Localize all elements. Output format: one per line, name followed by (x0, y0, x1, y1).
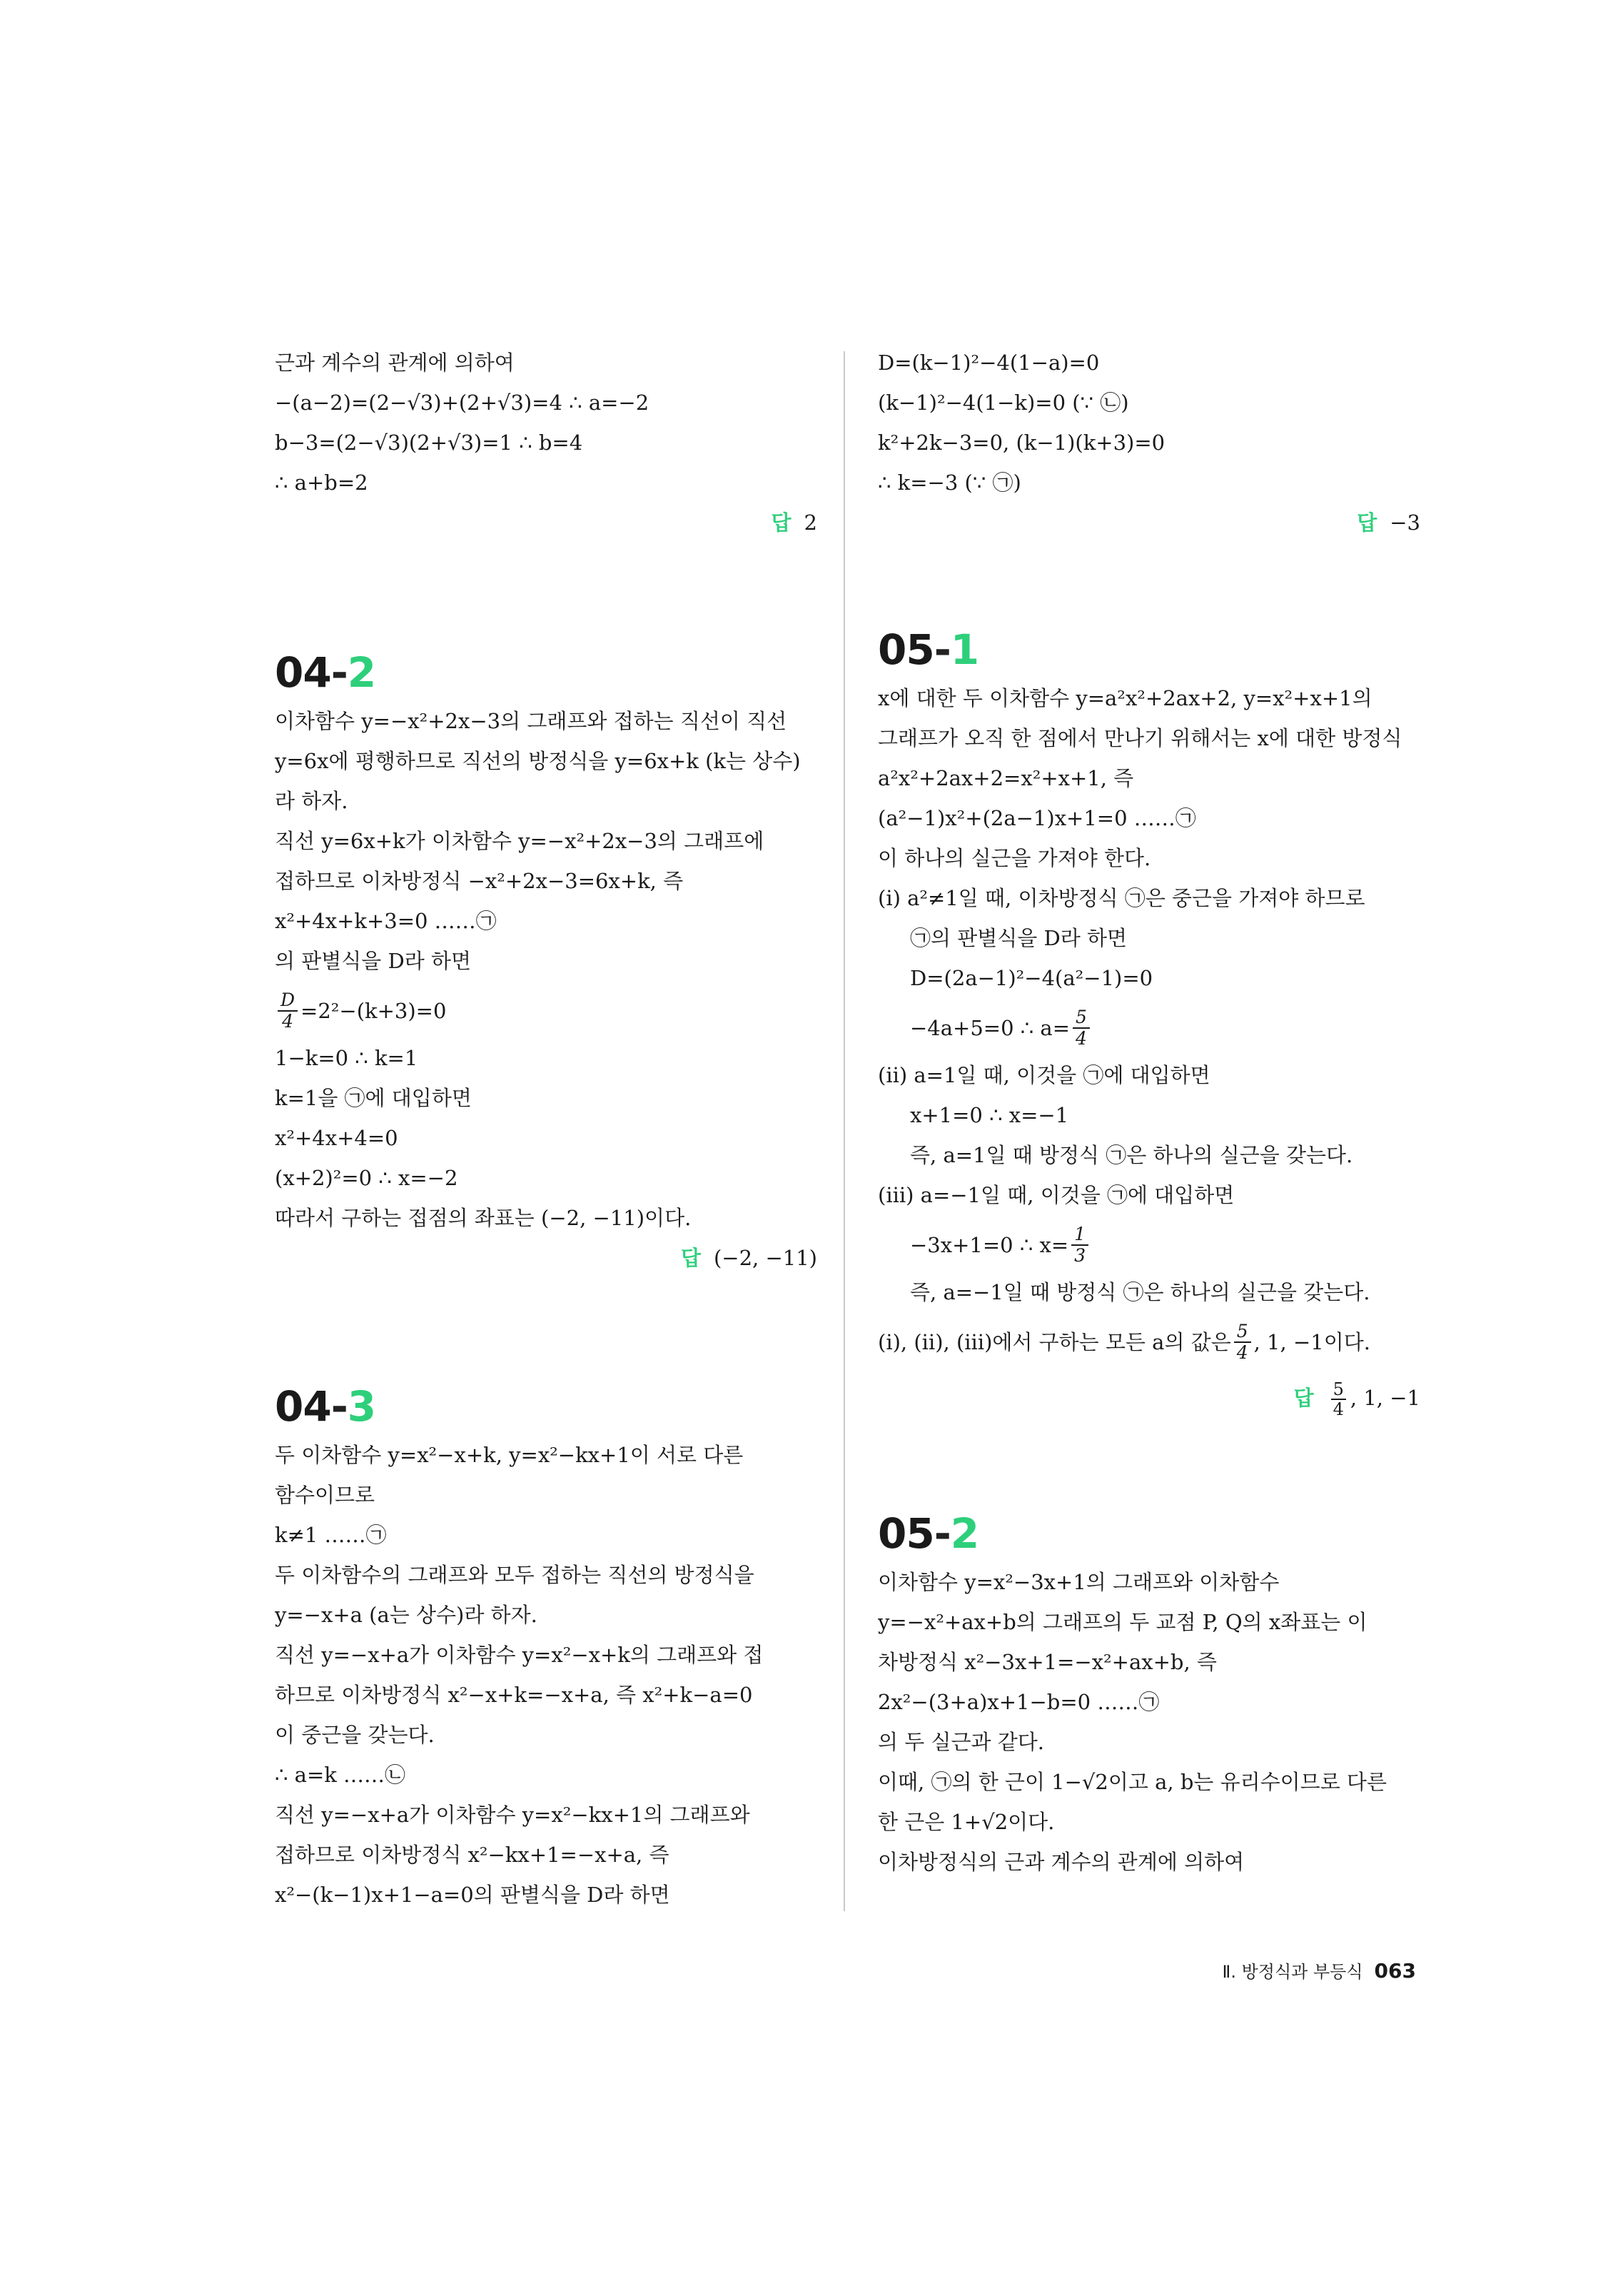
fraction-numerator: 1 (1071, 1224, 1088, 1246)
fraction-denominator: 4 (1076, 1028, 1087, 1049)
text-line: 2x²−(3+a)x+1−b=0 ……㉠ (878, 1690, 1160, 1714)
fraction (1071, 1224, 1088, 1266)
right-column (878, 343, 1420, 1882)
text-line: 즉, a=1일 때 방정식 ㉠은 하나의 실근을 갖는다. (910, 1143, 1353, 1167)
fraction-line (878, 1215, 1420, 1272)
text-line: y=6x에 평행하므로 직선의 방정식을 y=6x+k (k는 상수) (275, 749, 801, 773)
page-number: 063 (1374, 1959, 1416, 1983)
fraction (1331, 1380, 1346, 1419)
text-line: −(a−2)=(2−√3)+(2+√3)=4 ∴ a=−2 (275, 391, 649, 415)
text-line: 함수이므로 (275, 1483, 375, 1507)
section-dash: - (934, 1509, 951, 1558)
answer-value: 2 (804, 510, 817, 535)
fraction-denominator: 3 (1074, 1245, 1086, 1266)
intro-block (275, 343, 817, 543)
text-line: 접하므로 이차방정식 −x²+2x−3=6x+k, 즉 (275, 869, 684, 893)
text-line: (a²−1)x²+(2a−1)x+1=0 ……㉠ (878, 806, 1196, 830)
section-04-3 (275, 1378, 817, 1915)
fraction-denominator: 4 (282, 1011, 293, 1032)
answer-label: 답 (1293, 1386, 1314, 1410)
text-line: 직선 y=6x+k가 이차함수 y=−x²+2x−3의 그래프에 (275, 829, 764, 853)
text-line: D=(k−1)²−4(1−a)=0 (878, 351, 1100, 375)
text-line: x+1=0 ∴ x=−1 (910, 1103, 1069, 1127)
text-line: b−3=(2−√3)(2+√3)=1 ∴ b=4 (275, 430, 583, 455)
section-subnumber: 2 (950, 1509, 979, 1558)
section-dash: - (330, 648, 348, 697)
text-line: 두 이차함수의 그래프와 모두 접하는 직선의 방정식을 (275, 1563, 754, 1587)
equation-text: , 1, −1이다. (1253, 1330, 1370, 1354)
text-line: k≠1 ……㉠ (275, 1523, 387, 1547)
answer-line (878, 1369, 1420, 1426)
section-number: 04 (275, 648, 331, 697)
text-line: 근과 계수의 관계에 의하여 (275, 351, 515, 375)
fraction (278, 990, 298, 1032)
text-line: 의 판별식을 D라 하면 (275, 949, 472, 973)
text-line: 즉, a=−1일 때 방정식 ㉠은 하나의 실근을 갖는다. (910, 1280, 1370, 1304)
text-line: 따라서 구하는 접점의 좌표는 (−2, −11)이다. (275, 1206, 692, 1230)
fraction (1073, 1007, 1090, 1049)
answer-value: (−2, −11) (713, 1246, 817, 1270)
text-line: 이때, ㉠의 한 근이 1−√2이고 a, b는 유리수이므로 다른 (878, 1770, 1387, 1794)
text-line: 직선 y=−x+a가 이차함수 y=x²−x+k의 그래프와 접 (275, 1643, 764, 1667)
fraction-numerator: 5 (1073, 1007, 1090, 1029)
equation-text: −3x+1=0 ∴ x= (910, 1233, 1069, 1257)
section-dash: - (934, 625, 951, 674)
text-line: k²+2k−3=0, (k−1)(k+3)=0 (878, 430, 1166, 455)
section-number: 04 (275, 1382, 331, 1431)
chapter-title: Ⅱ. 방정식과 부등식 (1222, 1962, 1363, 1982)
text-line: 그래프가 오직 한 점에서 만나기 위해서는 x에 대한 방정식 (878, 726, 1402, 750)
text-line: 두 이차함수 y=x²−x+k, y=x²−kx+1이 서로 다른 (275, 1443, 744, 1467)
fraction (1234, 1321, 1251, 1363)
section-heading (275, 1378, 817, 1435)
text-line: a²x²+2ax+2=x²+x+1, 즉 (878, 766, 1134, 790)
equation-text: =2²−(k+3)=0 (300, 999, 447, 1023)
section-subnumber: 3 (347, 1382, 376, 1431)
text-line: ㉠의 판별식을 D라 하면 (910, 926, 1128, 950)
answer-label: 답 (771, 510, 792, 535)
answer-line (275, 503, 817, 543)
text-line: x²+4x+4=0 (275, 1126, 398, 1150)
text-line: k=1을 ㉠에 대입하면 (275, 1086, 472, 1110)
fraction-denominator: 4 (1236, 1342, 1248, 1363)
column-divider (844, 351, 845, 1911)
text-line: 이차함수 y=x²−3x+1의 그래프와 이차함수 (878, 1570, 1280, 1594)
section-heading (275, 644, 817, 701)
answer-label: 답 (680, 1246, 701, 1270)
fraction-line (878, 1312, 1420, 1369)
fraction-denominator: 4 (1333, 1399, 1344, 1419)
text-line: (ⅱ) a=1일 때, 이것을 ㉠에 대입하면 (878, 1063, 1210, 1087)
answer-line (275, 1238, 817, 1278)
text-line: 차방정식 x²−3x+1=−x²+ax+b, 즉 (878, 1650, 1217, 1674)
section-heading (878, 1505, 1420, 1562)
text-line: 이차함수 y=−x²+2x−3의 그래프와 접하는 직선이 직선 (275, 709, 787, 733)
section-heading (878, 621, 1420, 678)
section-subnumber: 1 (950, 625, 979, 674)
section-05-1 (878, 621, 1420, 1426)
text-line: y=−x²+ax+b의 그래프의 두 교점 P, Q의 x좌표는 이 (878, 1610, 1367, 1634)
answer-value: , 1, −1 (1350, 1386, 1420, 1410)
text-line: (ⅲ) a=−1일 때, 이것을 ㉠에 대입하면 (878, 1183, 1235, 1207)
section-dash: - (330, 1382, 348, 1431)
text-line: 접하므로 이차방정식 x²−kx+1=−x+a, 즉 (275, 1843, 669, 1867)
text-line: (ⅰ) a²≠1일 때, 이차방정식 ㉠은 중근을 가져야 하므로 (878, 886, 1365, 910)
section-subnumber: 2 (347, 648, 376, 697)
text-line: ∴ a=k ……㉡ (275, 1763, 406, 1787)
text-line: ∴ k=−3 (∵ ㉠) (878, 470, 1021, 495)
text-line: D=(2a−1)²−4(a²−1)=0 (910, 966, 1153, 990)
text-line: (x+2)²=0 ∴ x=−2 (275, 1166, 458, 1190)
text-line: 하므로 이차방정식 x²−x+k=−x+a, 즉 x²+k−a=0 (275, 1683, 753, 1707)
text-line: 이 하나의 실근을 가져야 한다. (878, 846, 1151, 870)
section-number: 05 (878, 1509, 934, 1558)
equation-text: (ⅰ), (ⅱ), (ⅲ)에서 구하는 모든 a의 값은 (878, 1330, 1231, 1354)
section-04-2 (275, 644, 817, 1278)
fraction-line (878, 998, 1420, 1055)
page-footer (1223, 1958, 1416, 1983)
fraction-numerator: 5 (1234, 1321, 1251, 1343)
left-column (275, 343, 817, 1915)
section-number: 05 (878, 625, 934, 674)
text-line: x에 대한 두 이차함수 y=a²x²+2ax+2, y=x²+x+1의 (878, 686, 1372, 710)
intro-block (878, 343, 1420, 543)
section-05-2 (878, 1505, 1420, 1882)
text-line: 한 근은 1+√2이다. (878, 1810, 1055, 1834)
text-line: x²−(k−1)x+1−a=0의 판별식을 D라 하면 (275, 1883, 670, 1907)
text-line: (k−1)²−4(1−k)=0 (∵ ㉡) (878, 391, 1129, 415)
text-line: x²+4x+k+3=0 ……㉠ (275, 909, 497, 933)
answer-value: −3 (1390, 510, 1420, 535)
text-line: 직선 y=−x+a가 이차함수 y=x²−kx+1의 그래프와 (275, 1803, 750, 1827)
fraction-line (275, 981, 817, 1038)
answer-label: 답 (1357, 510, 1377, 535)
text-line: 의 두 실근과 같다. (878, 1730, 1044, 1754)
text-line: 1−k=0 ∴ k=1 (275, 1046, 418, 1070)
text-line: 라 하자. (275, 789, 348, 813)
answer-line (878, 503, 1420, 543)
text-line: y=−x+a (a는 상수)라 하자. (275, 1603, 537, 1627)
text-line: 이차방정식의 근과 계수의 관계에 의하여 (878, 1850, 1245, 1874)
fraction-numerator: D (278, 990, 298, 1012)
text-line: ∴ a+b=2 (275, 470, 368, 495)
fraction-numerator: 5 (1331, 1380, 1346, 1400)
equation-text: −4a+5=0 ∴ a= (910, 1016, 1071, 1040)
text-line: 이 중근을 갖는다. (275, 1723, 435, 1747)
